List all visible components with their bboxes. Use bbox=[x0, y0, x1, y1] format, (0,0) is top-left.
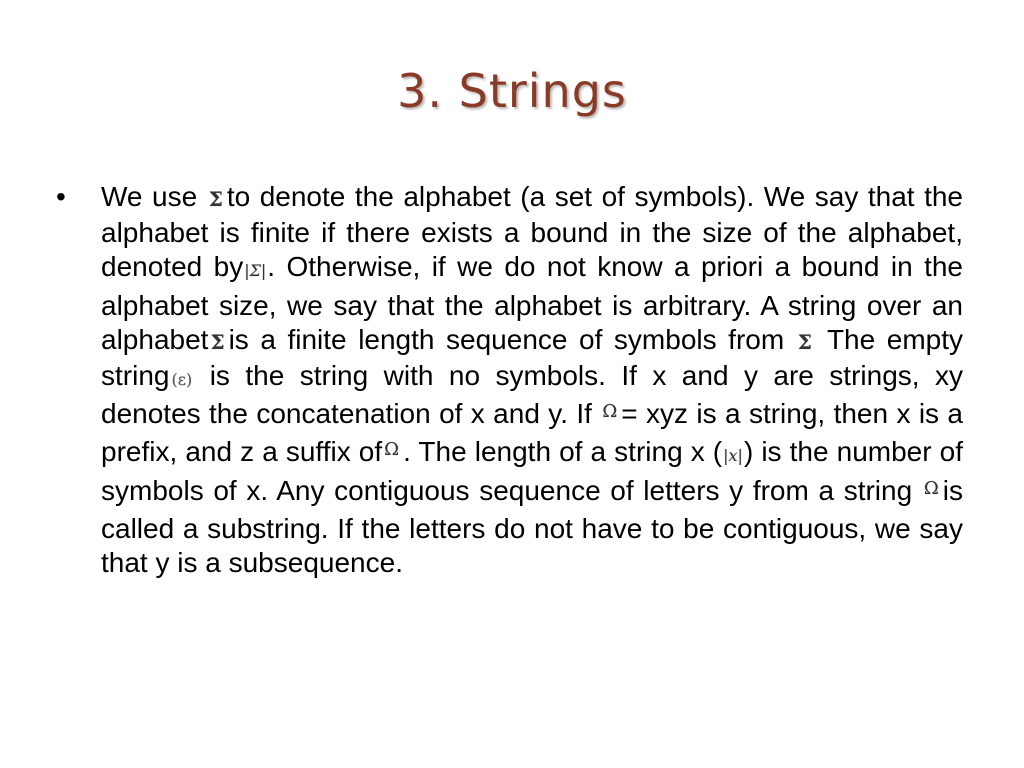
bullet-marker: • bbox=[56, 181, 66, 212]
sigma-cardinality-symbol: |Σ| bbox=[244, 261, 267, 281]
epsilon-symbol: (ε) bbox=[171, 370, 193, 390]
text-segment: The empty string bbox=[101, 323, 963, 392]
text-segment: is a finite length sequence of symbols from bbox=[228, 323, 785, 355]
omega-symbol: Ω bbox=[923, 477, 939, 499]
text-segment: . Otherwise, if we do not know a priori a bound in the alphabet size, we say that the alphabet is arbitrary. A string over an alphabet bbox=[101, 251, 963, 355]
text-segment: . The length of a string x ( bbox=[403, 436, 723, 468]
omega-symbol: Ω bbox=[602, 401, 618, 423]
sigma-symbol: Σ bbox=[210, 329, 225, 354]
text-segment: ) is the number of symbols of x. Any contiguous sequence of letters y from a string bbox=[101, 436, 963, 506]
text-segment: is called a substring. If the letters do not have to be contiguous, we say that y is a subsequence. bbox=[101, 474, 963, 579]
x-length-symbol: |x| bbox=[723, 446, 743, 466]
sigma-symbol: Σ bbox=[797, 329, 812, 354]
text-segment: We use bbox=[101, 181, 198, 212]
omega-symbol: Ω bbox=[384, 439, 400, 461]
text-segment: is the string with no symbols. If x and y are strings, xy denotes the concatenation of x and y. If bbox=[101, 360, 963, 430]
slide-title: 3. Strings bbox=[397, 64, 627, 118]
bullet-text bbox=[101, 180, 963, 580]
text-segment: to denote the alphabet (a set of symbols). We say that the alphabet is finite if there exists a bound in the size of the alphabet, denoted by bbox=[101, 181, 964, 283]
text-segment: = xyz is a string, then x is a prefix, and z a suffix of bbox=[101, 398, 964, 468]
sigma-symbol: Σ bbox=[208, 187, 223, 211]
